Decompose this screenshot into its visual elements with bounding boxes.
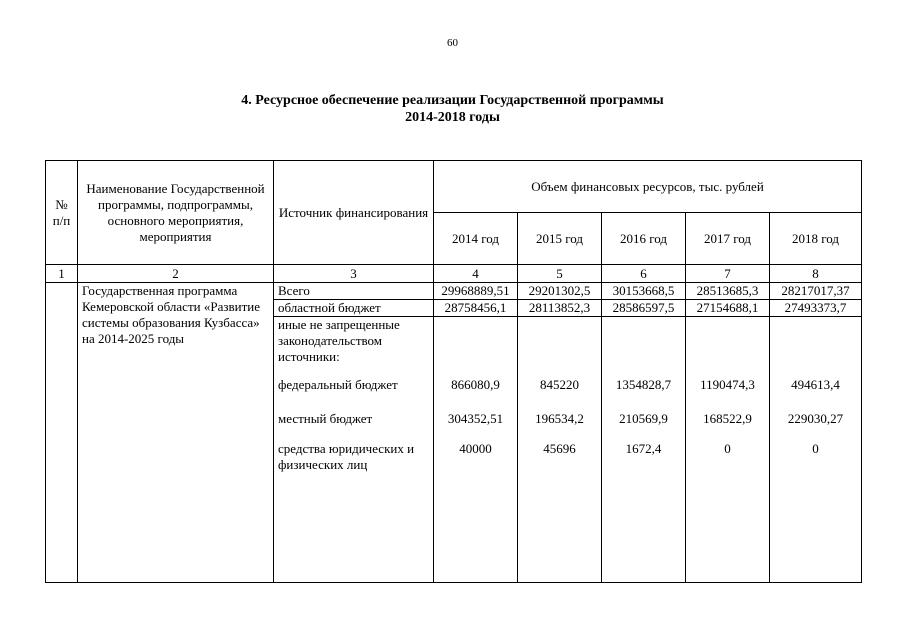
value-cell: 28217017,37 bbox=[770, 283, 862, 300]
value-cell: 168522,9 bbox=[703, 411, 752, 426]
value-cell: 27154688,1 bbox=[686, 300, 770, 317]
other-sources-label: иные не запрещенные законодательством источники: bbox=[278, 317, 400, 364]
value-cell: 27493373,7 bbox=[770, 300, 862, 317]
value-cell: 30153668,5 bbox=[602, 283, 686, 300]
page-number: 60 bbox=[447, 37, 458, 49]
value-column-2017 bbox=[686, 317, 770, 583]
value-cell: 0 bbox=[812, 441, 819, 456]
section-title bbox=[0, 92, 905, 126]
title-line-1: 4. Ресурсное обеспечение реализации Государственной программы bbox=[241, 93, 664, 108]
value-cell: 866080,9 bbox=[451, 377, 500, 392]
value-cell: 28586597,5 bbox=[602, 300, 686, 317]
value-cell: 1354828,7 bbox=[615, 377, 672, 392]
program-name: Государственная программа Кемеровской области «Развитие системы образования Кузбасса» на 2014-2025 годы bbox=[78, 283, 274, 583]
header-source: Источник финансирования bbox=[274, 161, 434, 265]
column-number: 2 bbox=[78, 265, 274, 283]
value-cell: 28758456,1 bbox=[434, 300, 518, 317]
header-num: № п/п bbox=[46, 161, 78, 265]
header-year-2018: 2018 год bbox=[770, 213, 862, 265]
value-cell: 45696 bbox=[543, 441, 576, 456]
source-regional: областной бюджет bbox=[274, 300, 434, 317]
source-legal-entities: средства юридических и физических лиц bbox=[278, 441, 415, 472]
column-number: 3 bbox=[274, 265, 434, 283]
column-number: 1 bbox=[46, 265, 78, 283]
value-cell: 845220 bbox=[540, 377, 579, 392]
header-volume: Объем финансовых ресурсов, тыс. рублей bbox=[434, 161, 862, 213]
value-column-2018 bbox=[770, 317, 862, 583]
value-cell: 28513685,3 bbox=[686, 283, 770, 300]
column-number: 4 bbox=[434, 265, 518, 283]
column-number-row bbox=[46, 265, 862, 283]
value-cell: 1672,4 bbox=[625, 441, 662, 456]
other-sources-cell bbox=[274, 317, 434, 583]
value-cell: 196534,2 bbox=[535, 411, 584, 426]
value-column-2014 bbox=[434, 317, 518, 583]
value-cell: 304352,51 bbox=[447, 411, 504, 426]
resource-table bbox=[45, 160, 862, 583]
header-year-2014: 2014 год bbox=[434, 213, 518, 265]
column-number: 8 bbox=[770, 265, 862, 283]
value-column-2015 bbox=[518, 317, 602, 583]
value-cell: 29968889,51 bbox=[434, 283, 518, 300]
value-column-2016 bbox=[602, 317, 686, 583]
column-number: 7 bbox=[686, 265, 770, 283]
title-line-2: 2014-2018 годы bbox=[405, 110, 500, 125]
value-cell: 494613,4 bbox=[791, 377, 840, 392]
value-cell: 40000 bbox=[459, 441, 492, 456]
column-number: 5 bbox=[518, 265, 602, 283]
program-num-cell bbox=[46, 283, 78, 583]
header-name: Наименование Государственной программы, подпрограммы, основного мероприятия, мероприятия bbox=[78, 161, 274, 265]
header-year-2016: 2016 год bbox=[602, 213, 686, 265]
source-federal: федеральный бюджет bbox=[278, 377, 398, 392]
source-total: Всего bbox=[274, 283, 434, 300]
header-year-2017: 2017 год bbox=[686, 213, 770, 265]
column-number: 6 bbox=[602, 265, 686, 283]
value-cell: 28113852,3 bbox=[518, 300, 602, 317]
value-cell: 1190474,3 bbox=[700, 377, 755, 392]
table-row-total bbox=[46, 283, 862, 300]
value-cell: 210569,9 bbox=[619, 411, 668, 426]
value-cell: 229030,27 bbox=[787, 411, 844, 426]
source-local: местный бюджет bbox=[278, 411, 373, 426]
value-cell: 29201302,5 bbox=[518, 283, 602, 300]
header-year-2015: 2015 год bbox=[518, 213, 602, 265]
value-cell: 0 bbox=[724, 441, 731, 456]
